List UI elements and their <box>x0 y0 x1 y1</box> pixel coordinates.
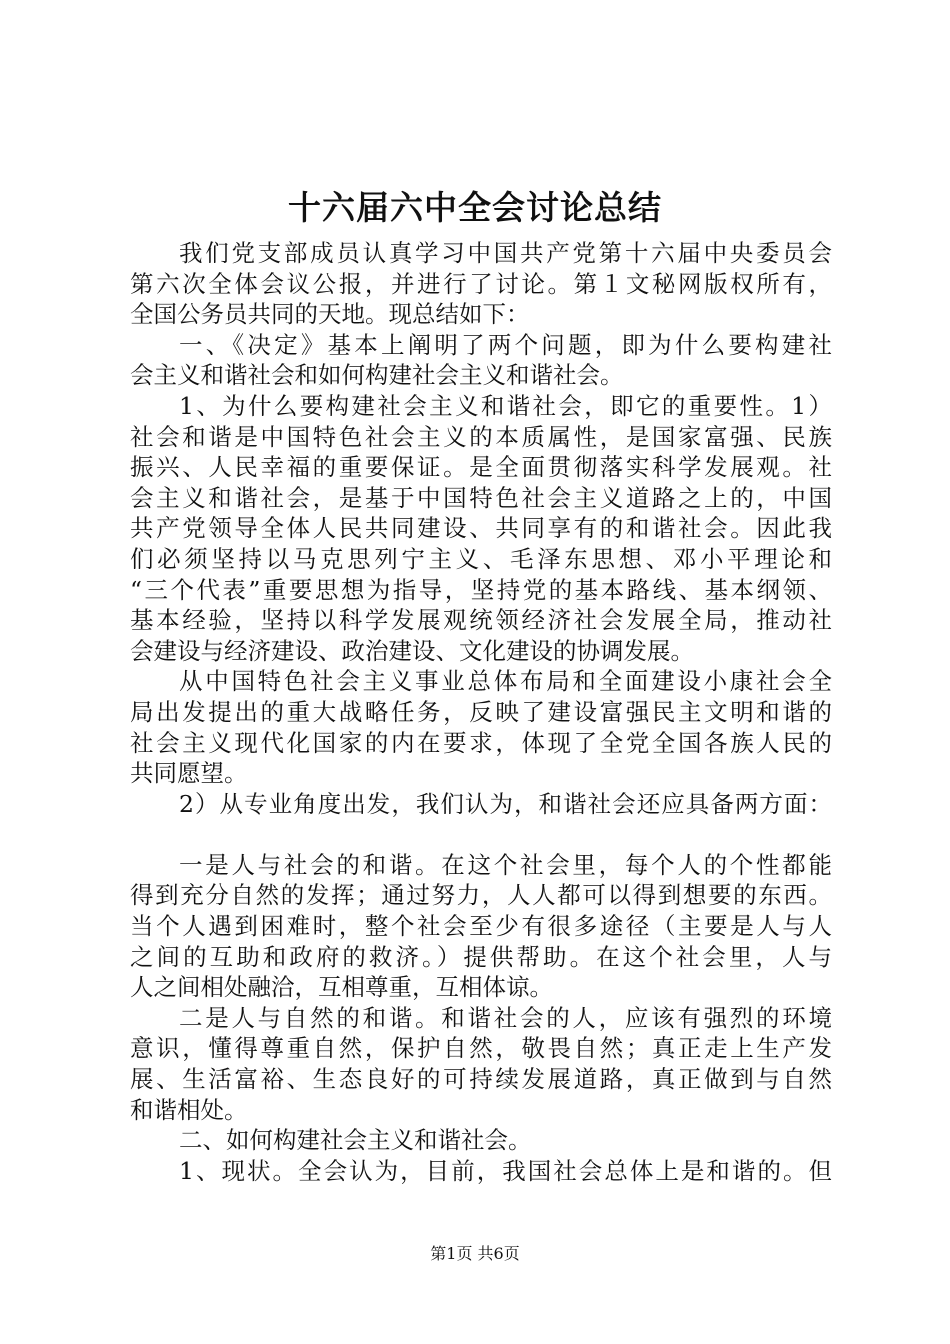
paragraph-line: 1、为什么要构建社会主义和谐社会，即它的重要性。1） <box>179 391 832 420</box>
paragraph-line: 第六次全体会议公报，并进行了讨论。第１文秘网版权所有， <box>130 269 832 298</box>
paragraph-line: 意识，懂得尊重自然，保护自然，敬畏自然；真正走上生产发 <box>130 1034 832 1063</box>
paragraph-line: 全国公务员共同的天地。现总结如下： <box>130 300 530 329</box>
paragraph-line: 1、现状。全会认为，目前，我国社会总体上是和谐的。但 <box>179 1156 832 1185</box>
paragraph-line: 会主义和谐社会和如何构建社会主义和谐社会。 <box>130 361 624 390</box>
paragraph-line: 们必须坚持以马克思列宁主义、毛泽东思想、邓小平理论和 <box>130 544 832 573</box>
paragraph-line: 之间的互助和政府的救济。）提供帮助。在这个社会里，人与 <box>130 942 832 971</box>
paragraph-line: 局出发提出的重大战略任务，反映了建设富强民主文明和谐的 <box>130 697 832 726</box>
paragraph-line: 振兴、人民幸福的重要保证。是全面贯彻落实科学发展观。社 <box>130 453 832 482</box>
blank-line <box>130 819 832 850</box>
paragraph-line: 人之间相处融洽，互相尊重，互相体谅。 <box>130 973 553 1002</box>
paragraph-line: 一、《决定》基本上阐明了两个问题，即为什么要构建社 <box>179 330 832 359</box>
paragraph-line: 2）从专业角度出发，我们认为，和谐社会还应具备两方面： <box>179 789 832 818</box>
paragraph-line: 从中国特色社会主义事业总体布局和全面建设小康社会全 <box>179 667 832 696</box>
paragraph-line: 得到充分自然的发挥；通过努力，人人都可以得到想要的东西。 <box>130 881 832 910</box>
paragraph-line: 会主义和谐社会，是基于中国特色社会主义道路之上的，中国 <box>130 483 832 512</box>
paragraph-line: 共产党领导全体人民共同建设、共同享有的和谐社会。因此我 <box>130 514 832 543</box>
paragraph-line: 共同愿望。 <box>130 759 248 788</box>
paragraph-line: 社会主义现代化国家的内在要求，体现了全党全国各族人民的 <box>130 728 832 757</box>
page-footer: 第1页 共6页 <box>430 1244 520 1263</box>
paragraph-line: 会建设与经济建设、政治建设、文化建设的协调发展。 <box>130 636 694 665</box>
document-body <box>130 238 832 1186</box>
paragraph-line: 展、生活富裕、生态良好的可持续发展道路，真正做到与自然 <box>130 1065 832 1094</box>
paragraph-line: 二是人与自然的和谐。和谐社会的人，应该有强烈的环境 <box>179 1003 832 1032</box>
paragraph-line: “三个代表”重要思想为指导，坚持党的基本路线、基本纲领、 <box>130 575 832 604</box>
paragraph-line: 基本经验，坚持以科学发展观统领经济社会发展全局，推动社 <box>130 606 832 635</box>
paragraph-line: 二、如何构建社会主义和谐社会。 <box>179 1126 532 1155</box>
paragraph-line: 和谐相处。 <box>130 1095 248 1124</box>
paragraph-line: 社会和谐是中国特色社会主义的本质属性，是国家富强、民族 <box>130 422 832 451</box>
document-title: 十六届六中全会讨论总结 <box>288 188 662 227</box>
paragraph-line: 当个人遇到困难时，整个社会至少有很多途径（主要是人与人 <box>130 912 832 941</box>
paragraph-line: 我们党支部成员认真学习中国共产党第十六届中央委员会 <box>179 239 832 267</box>
paragraph-line: 一是人与社会的和谐。在这个社会里，每个人的个性都能 <box>179 850 832 879</box>
